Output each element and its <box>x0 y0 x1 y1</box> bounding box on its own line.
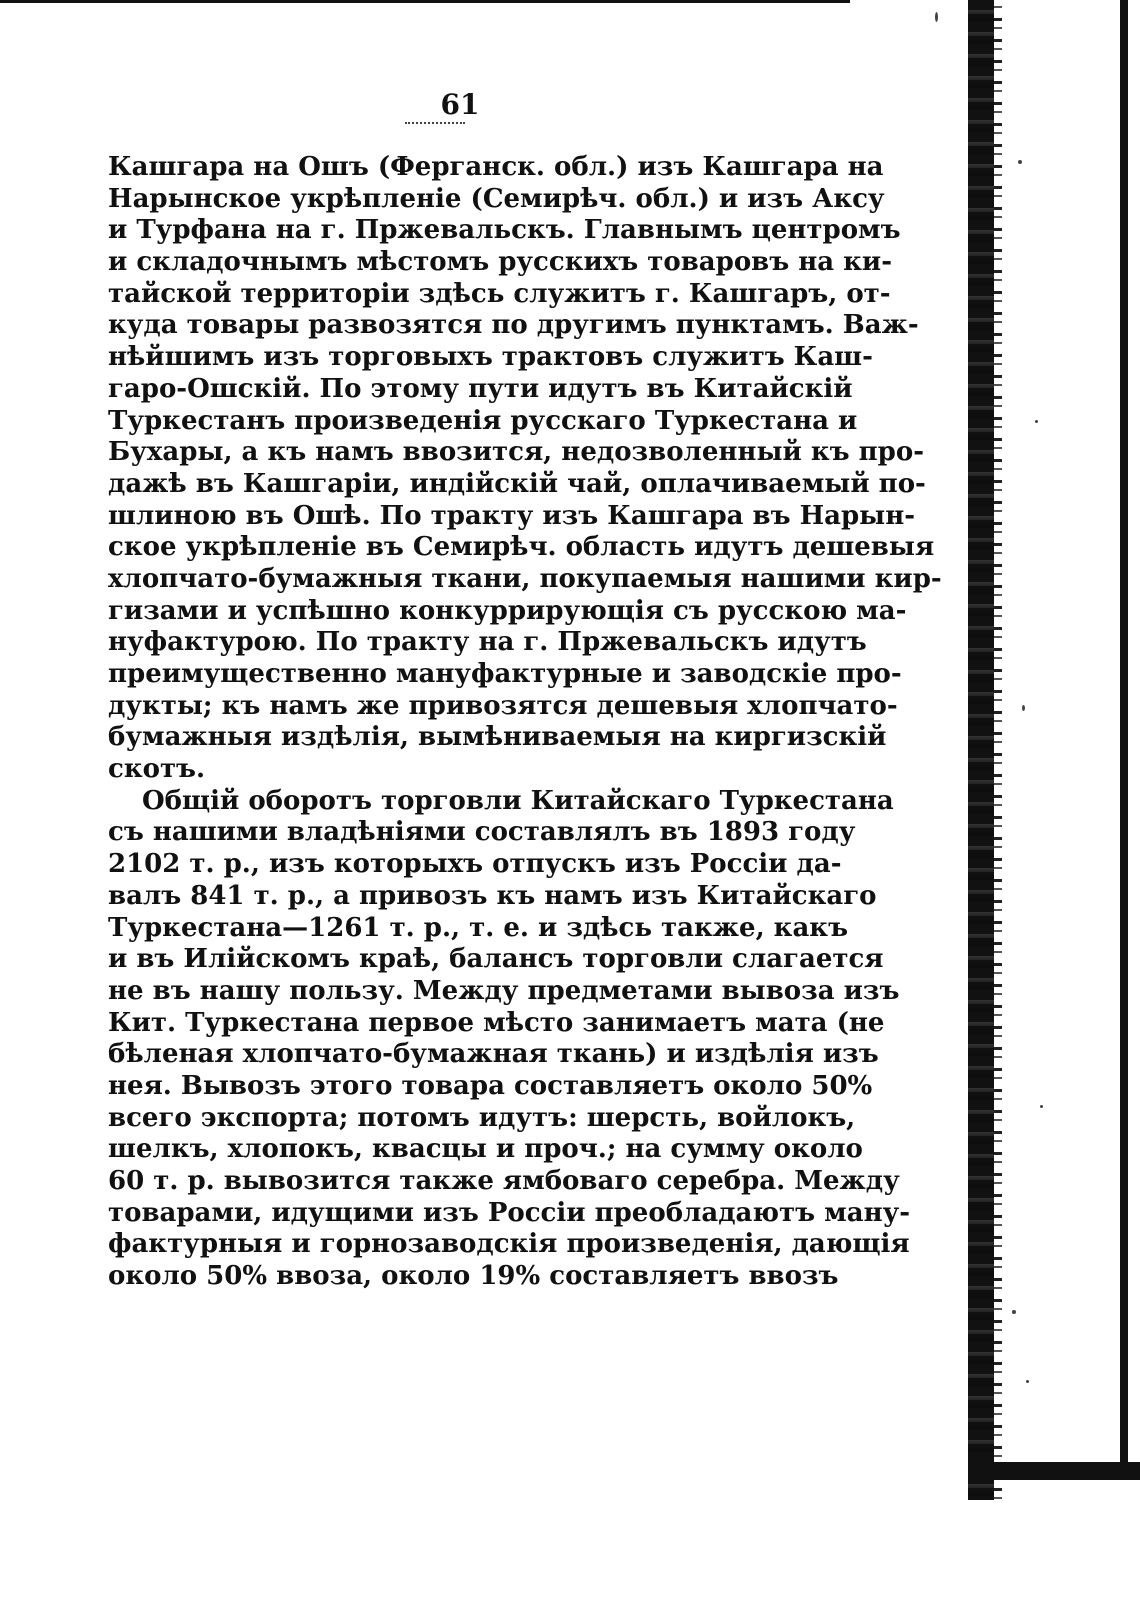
text-line: бумажныя издѣлія, вымѣниваемыя на киргизскій <box>108 722 887 753</box>
text-line: шелкъ, хлопокъ, квасцы и проч.; на сумму около <box>108 1134 863 1165</box>
text-line: 2102 т. р., изъ которыхъ отпускъ изъ Россіи да- <box>108 849 842 880</box>
text-line: гаро-Ошскій. По этому пути идутъ въ Китайскій <box>108 373 853 404</box>
scan-binding-edge <box>968 0 994 1500</box>
text-line: Нарынское укрѣпленіе (Семирѣч. обл.) и изъ Аксу <box>108 183 885 214</box>
text-line: не въ нашу пользу. Между предметами вывоза изъ <box>108 975 900 1006</box>
text-line: нея. Вывозъ этого товара составляетъ около 50% <box>108 1070 873 1101</box>
text-line: фактурныя и горнозаводскія произведенія, дающія <box>108 1229 910 1260</box>
text-line: Туркестанъ произведенія русскаго Туркестана и <box>108 405 858 436</box>
text-line: Бухары, а къ намъ ввозится, недозволенный къ про- <box>108 437 924 468</box>
body-text <box>108 152 942 1293</box>
text-line: и складочнымъ мѣстомъ русскихъ товаровъ на ки- <box>108 247 892 278</box>
text-line: дажѣ въ Кашгаріи, индійскій чай, оплачиваемый по- <box>108 468 926 499</box>
text-line: нѣйшимъ изъ торговыхъ трактовъ служитъ Каш- <box>108 342 873 373</box>
text-line: Туркестана—1261 т. р., т. е. и здѣсь также, какъ <box>108 912 849 943</box>
text-line: Кашгара на Ошъ (Ферганск. обл.) изъ Кашгара на <box>108 152 884 182</box>
scan-edge-right <box>1120 0 1128 1480</box>
text-line: хлопчато-бумажныя ткани, покупаемыя нашими кир- <box>108 563 942 594</box>
paragraph-start-line: Общій оборотъ торговли Китайскаго Туркестана <box>142 785 894 816</box>
text-line: куда товары развозятся по другимъ пунктамъ. Важ- <box>108 310 919 341</box>
text-line: тайской территоріи здѣсь служитъ г. Кашгаръ, от- <box>108 278 891 309</box>
page-number: 61 <box>440 88 480 121</box>
text-line: нуфактурою. По тракту на г. Пржевальскъ идутъ <box>108 627 867 658</box>
text-line: дукты; къ намъ же привозятся дешевыя хлопчато- <box>108 690 898 721</box>
scan-edge-bottom <box>968 1462 1140 1480</box>
scan-speck <box>1035 420 1038 423</box>
scan-speck <box>1022 705 1025 711</box>
text-line: всего экспорта; потомъ идутъ: шерсть, войлокъ, <box>108 1102 856 1133</box>
scan-speck <box>1018 160 1022 164</box>
text-line: 60 т. р. вывозится также ямбоваго серебра. Между <box>108 1166 900 1196</box>
text-line: и Турфана на г. Пржевальскъ. Главнымъ центромъ <box>108 215 901 246</box>
text-line: товарами, идущими изъ Россіи преобладаютъ ману- <box>108 1197 911 1228</box>
text-line: валъ 841 т. р., а привозъ къ намъ изъ Китайскаго <box>108 880 877 911</box>
text-line: съ нашими владѣніями составлялъ въ 1893 году <box>108 817 856 848</box>
text-line: бѣленая хлопчато-бумажная ткань) и издѣлія изъ <box>108 1039 879 1070</box>
scan-binding-texture <box>994 0 1002 1500</box>
text-line: преимущественно мануфактурные и заводскіе про- <box>108 659 902 689</box>
scan-speck <box>1026 1380 1029 1383</box>
scan-speck <box>1040 1105 1043 1108</box>
text-line: шлиною въ Ошѣ. По тракту изъ Кашгара въ Нарын- <box>108 500 916 531</box>
text-line: около 50% ввоза, около 19% составляетъ ввозъ <box>108 1261 839 1292</box>
text-line: Кит. Туркестана первое мѣсто занимаетъ мата (не <box>108 1007 885 1038</box>
text-line: ское укрѣпленіе въ Семирѣч. область идутъ дешевыя <box>108 532 935 563</box>
paragraph-end-line: скотъ. <box>108 754 206 785</box>
text-line: и въ Илійскомъ краѣ, балансъ торговли слагается <box>108 944 884 975</box>
text-line: гизами и успѣшно конкуррирующія съ русскою ма- <box>108 595 907 626</box>
page-number-underline <box>405 112 465 124</box>
scan-speck <box>935 12 938 22</box>
scan-speck <box>1012 1310 1016 1314</box>
top-rule <box>0 0 850 3</box>
